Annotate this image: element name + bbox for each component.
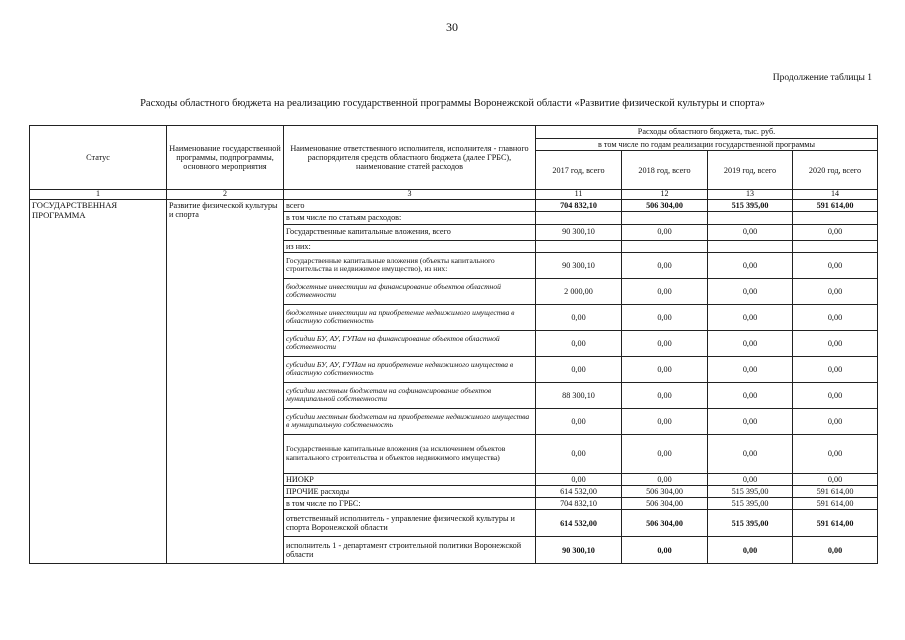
- row-value: 0,00: [793, 224, 878, 240]
- row-value: 515 395,00: [708, 200, 793, 212]
- row-value: 0,00: [793, 356, 878, 382]
- row-value: 0,00: [708, 434, 793, 473]
- row-value: 0,00: [622, 537, 708, 564]
- row-value: 0,00: [622, 356, 708, 382]
- row-value: 591 614,00: [793, 200, 878, 212]
- row-value: 0,00: [622, 278, 708, 304]
- header-by-years: в том числе по годам реализации государственной программы: [536, 139, 878, 151]
- row-value: 0,00: [536, 356, 622, 382]
- header-expenses: Расходы областного бюджета, тыс. руб.: [536, 126, 878, 139]
- row-value: [708, 212, 793, 224]
- header-status: Статус: [30, 126, 167, 190]
- col-number: 2: [167, 190, 284, 200]
- col-number: 13: [708, 190, 793, 200]
- row-value: 0,00: [708, 224, 793, 240]
- col-number: 11: [536, 190, 622, 200]
- row-value: 90 300,10: [536, 252, 622, 278]
- row-value: 515 395,00: [708, 510, 793, 537]
- row-label: субсидии местным бюджетам на софинансирование объектов муниципальной собственности: [284, 382, 536, 408]
- row-label: ответственный исполнитель - управление физической культуры и спорта Воронежской области: [284, 510, 536, 537]
- row-value: [536, 240, 622, 252]
- row-value: 0,00: [536, 408, 622, 434]
- row-value: 0,00: [536, 473, 622, 485]
- status-cell: ГОСУДАРСТВЕННАЯ ПРОГРАММА: [30, 200, 167, 564]
- row-value: 0,00: [622, 252, 708, 278]
- table-row: [30, 200, 878, 212]
- row-value: 0,00: [708, 382, 793, 408]
- header-year-2018: 2018 год, всего: [622, 151, 708, 190]
- row-value: [708, 240, 793, 252]
- row-label: субсидии БУ, АУ, ГУПам на приобретение недвижимого имущества в областную собственность: [284, 356, 536, 382]
- row-value: 88 300,10: [536, 382, 622, 408]
- row-value: 0,00: [708, 252, 793, 278]
- row-value: 591 614,00: [793, 498, 878, 510]
- row-value: 0,00: [793, 330, 878, 356]
- row-value: 0,00: [536, 434, 622, 473]
- row-value: [793, 240, 878, 252]
- budget-table: [29, 125, 878, 564]
- row-value: 0,00: [793, 473, 878, 485]
- row-value: 506 304,00: [622, 200, 708, 212]
- row-value: 0,00: [622, 382, 708, 408]
- header-year-2019: 2019 год, всего: [708, 151, 793, 190]
- header-year-2017: 2017 год, всего: [536, 151, 622, 190]
- row-value: 90 300,10: [536, 224, 622, 240]
- row-value: 515 395,00: [708, 485, 793, 497]
- row-value: 0,00: [622, 224, 708, 240]
- row-value: 90 300,10: [536, 537, 622, 564]
- row-value: 0,00: [708, 408, 793, 434]
- row-value: [536, 212, 622, 224]
- row-label: субсидии БУ, АУ, ГУПам на финансирование объектов областной собственности: [284, 330, 536, 356]
- row-value: 0,00: [622, 473, 708, 485]
- row-value: 506 304,00: [622, 498, 708, 510]
- row-label: бюджетные инвестиции на приобретение недвижимого имущества в областную собственность: [284, 304, 536, 330]
- row-value: [622, 212, 708, 224]
- row-label: в том числе по статьям расходов:: [284, 212, 536, 224]
- document-title: Расходы областного бюджета на реализацию государственной программы Воронежской области «Развитие физической культуры и спорта»: [140, 98, 765, 109]
- row-label: в том числе по ГРБС:: [284, 498, 536, 510]
- row-value: 0,00: [536, 330, 622, 356]
- row-label: бюджетные инвестиции на финансирование объектов областной собственности: [284, 278, 536, 304]
- col-number: 14: [793, 190, 878, 200]
- row-label: ПРОЧИЕ расходы: [284, 485, 536, 497]
- header-executor: Наименование ответственного исполнителя, исполнителя - главного распорядителя средств областного бюджета (далее ГРБС), наименование статей расходов: [284, 126, 536, 190]
- row-value: 0,00: [708, 537, 793, 564]
- row-value: 614 532,00: [536, 510, 622, 537]
- row-label: всего: [284, 200, 536, 212]
- header-year-2020: 2020 год, всего: [793, 151, 878, 190]
- row-value: 0,00: [622, 408, 708, 434]
- program-name-cell: Развитие физической культуры и спорта: [167, 200, 284, 564]
- col-number: 3: [284, 190, 536, 200]
- row-label: Государственные капитальные вложения, всего: [284, 224, 536, 240]
- row-value: 0,00: [793, 252, 878, 278]
- row-value: 0,00: [793, 408, 878, 434]
- row-value: 0,00: [793, 382, 878, 408]
- row-value: [793, 212, 878, 224]
- row-label: Государственные капитальные вложения (объекты капитального строительства и недвижимое имущество), из них:: [284, 252, 536, 278]
- row-value: 704 832,10: [536, 498, 622, 510]
- row-value: [622, 240, 708, 252]
- row-value: 704 832,10: [536, 200, 622, 212]
- row-value: 0,00: [793, 537, 878, 564]
- row-value: 0,00: [708, 278, 793, 304]
- row-label: из них:: [284, 240, 536, 252]
- page-number: 30: [446, 20, 458, 34]
- table-continuation-label: Продолжение таблицы 1: [772, 73, 872, 83]
- row-value: 0,00: [793, 278, 878, 304]
- row-label: исполнитель 1 - департамент строительной политики Воронежской области: [284, 537, 536, 564]
- header-program-name: Наименование государственной программы, подпрограммы, основного мероприятия: [167, 126, 284, 190]
- row-label: субсидии местным бюджетам на приобретение недвижимого имущества в муниципальную собственность: [284, 408, 536, 434]
- col-number: 12: [622, 190, 708, 200]
- row-value: 506 304,00: [622, 485, 708, 497]
- row-value: 2 000,00: [536, 278, 622, 304]
- row-value: 515 395,00: [708, 498, 793, 510]
- row-value: 0,00: [793, 434, 878, 473]
- row-value: 506 304,00: [622, 510, 708, 537]
- row-value: 0,00: [793, 304, 878, 330]
- row-value: 0,00: [708, 330, 793, 356]
- row-value: 0,00: [708, 356, 793, 382]
- row-value: 0,00: [622, 330, 708, 356]
- col-number: 1: [30, 190, 167, 200]
- row-value: 591 614,00: [793, 510, 878, 537]
- row-value: 0,00: [708, 473, 793, 485]
- row-value: 591 614,00: [793, 485, 878, 497]
- row-label: Государственные капитальные вложения (за исключением объектов капитального строительства и объектов недвижимого имущества): [284, 434, 536, 473]
- row-value: 0,00: [536, 304, 622, 330]
- row-value: 0,00: [708, 304, 793, 330]
- row-value: 614 532,00: [536, 485, 622, 497]
- row-value: 0,00: [622, 304, 708, 330]
- row-value: 0,00: [622, 434, 708, 473]
- row-label: НИОКР: [284, 473, 536, 485]
